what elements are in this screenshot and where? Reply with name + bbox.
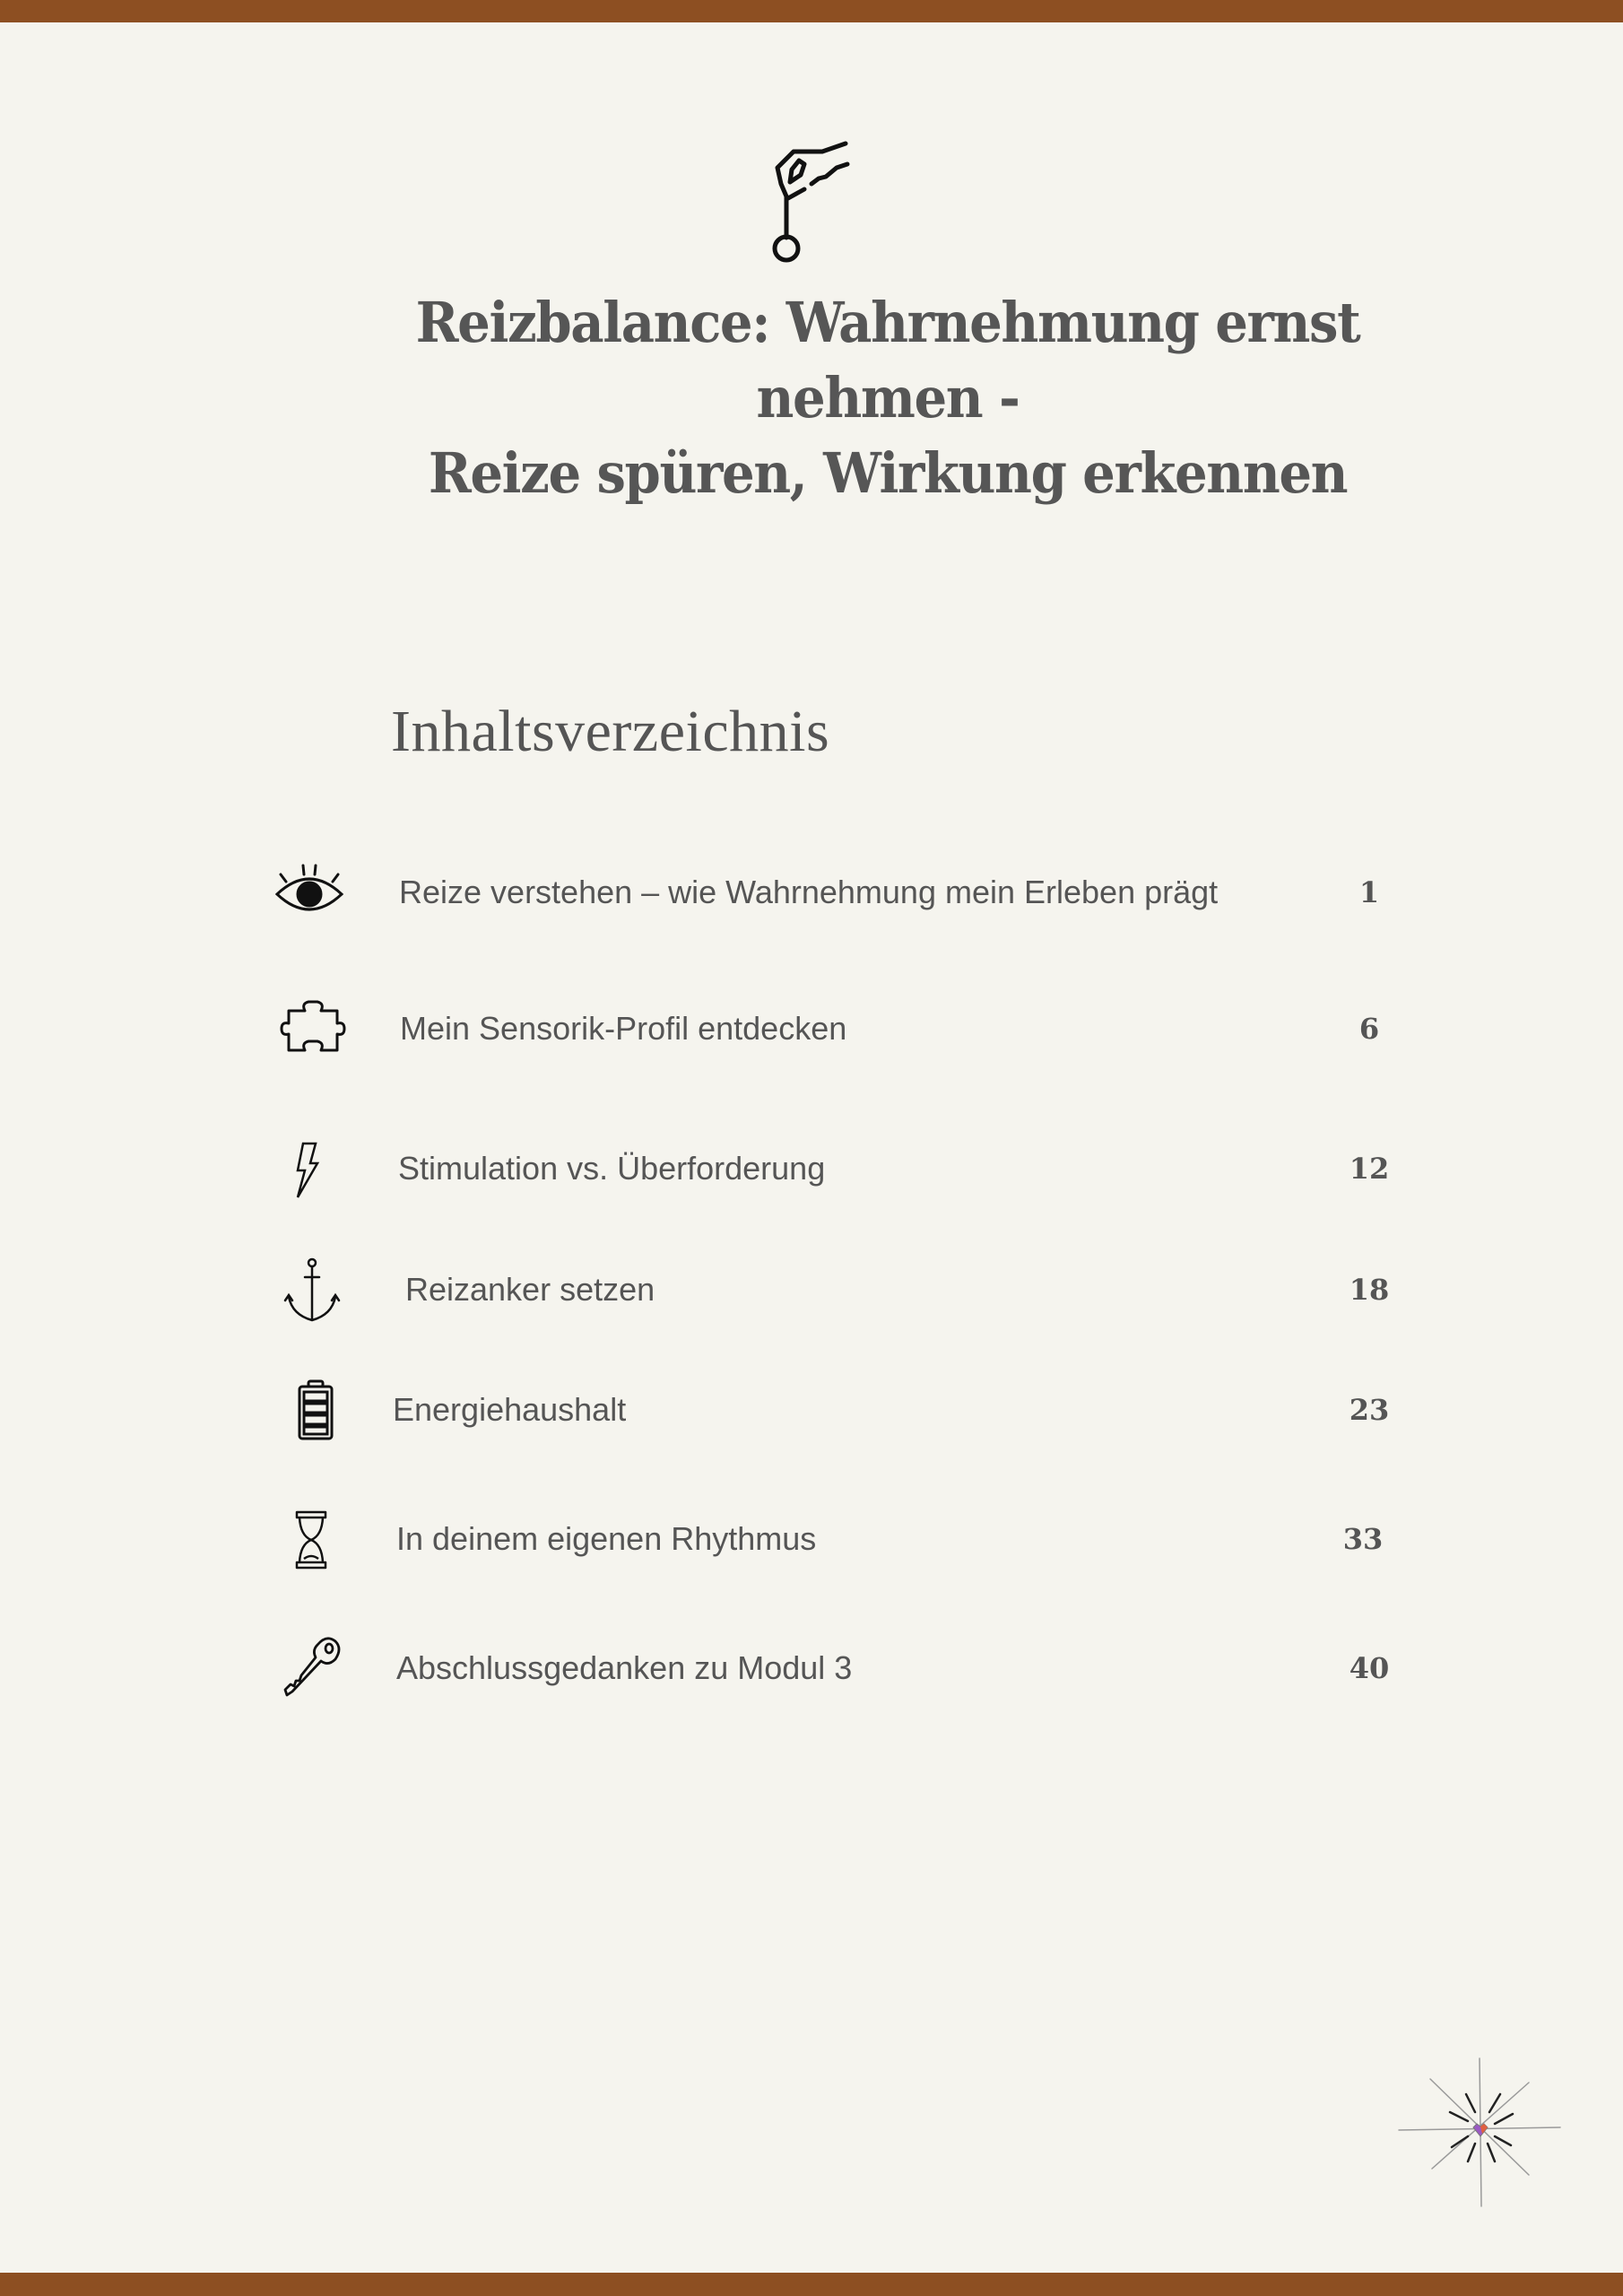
toc-item-page: 33 [1342, 1522, 1384, 1556]
toc-item-label: Reize verstehen – wie Wahrnehmung mein Erleben prägt [399, 874, 1219, 910]
toc-item-label: Stimulation vs. Überforderung [398, 1150, 826, 1187]
page-title [312, 285, 1462, 511]
toc-item[interactable] [269, 1503, 1435, 1575]
hand-pendulum-icon [767, 139, 856, 265]
title-line-1: Reizbalance: Wahrnehmung ernst nehmen - [415, 290, 1360, 430]
key-icon [280, 1632, 352, 1704]
toc-item-page: 6 [1358, 1012, 1380, 1046]
hourglass-icon [275, 1503, 347, 1575]
eye-icon [273, 857, 345, 928]
puzzle-piece-icon [278, 993, 350, 1065]
lightning-bolt-icon [276, 1133, 348, 1205]
toc-item-label: Energiehaushalt [393, 1391, 627, 1428]
top-accent-bar [0, 0, 1623, 22]
anchor-icon [276, 1254, 348, 1326]
toc-item-label: In deinem eigenen Rhythmus [396, 1520, 817, 1557]
battery-icon [280, 1374, 352, 1446]
toc-item-page: 40 [1349, 1651, 1390, 1685]
toc-item[interactable] [269, 1133, 1435, 1205]
title-line-2: Reize spüren, Wirkung erkennen [428, 440, 1348, 506]
toc-item[interactable] [269, 857, 1435, 928]
toc-item[interactable] [269, 1374, 1435, 1446]
toc-item-label: Mein Sensorik-Profil entdecken [400, 1010, 847, 1047]
toc-item[interactable] [269, 993, 1435, 1065]
toc-item-page: 18 [1349, 1273, 1390, 1307]
toc-item[interactable] [269, 1254, 1435, 1326]
toc-item-page: 1 [1358, 875, 1380, 909]
sparkle-heart-icon [1394, 2054, 1565, 2215]
toc-item-page: 23 [1349, 1393, 1390, 1427]
toc-item-label: Reizanker setzen [405, 1271, 655, 1308]
toc-item-label: Abschlussgedanken zu Modul 3 [396, 1649, 853, 1686]
toc-item[interactable] [269, 1632, 1435, 1704]
toc-item-page: 12 [1349, 1152, 1390, 1186]
toc-heading: Inhaltsverzeichnis [391, 699, 830, 764]
bottom-accent-bar [0, 2273, 1623, 2296]
